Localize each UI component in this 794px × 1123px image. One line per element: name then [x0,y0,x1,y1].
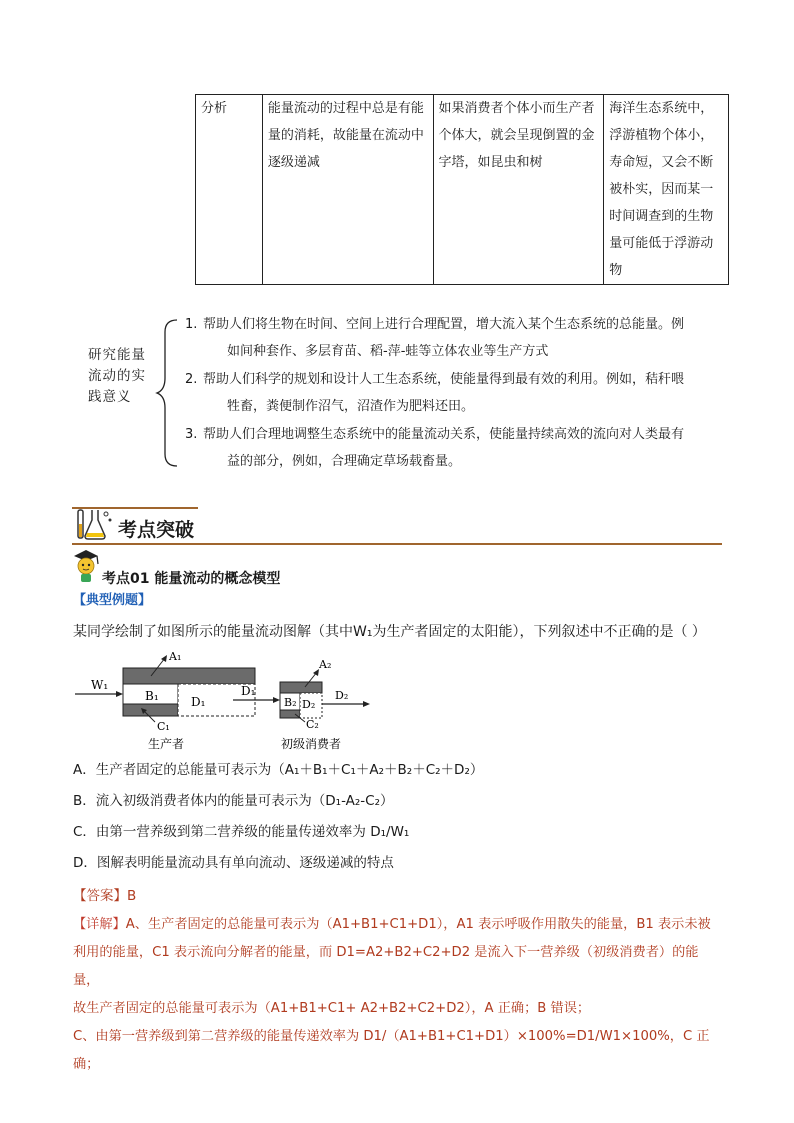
label-d1-arrow: D₁ [241,684,256,698]
table-cell: 海洋生态系统中，浮游植物个体小，寿命短，又会不断被朴实，因而某一时间调查到的生物量可能低于浮游动物 [604,95,729,285]
significance-item: 1. 帮助人们将生物在时间、空间上进行合理配置，增大流入某个生态系统的总能量。例 如间种套作、多层育苗、稻-萍-蛙等立体农业等生产方式 [185,317,685,359]
label-b1: B₁ [145,689,159,703]
label-a2: A₂ [319,658,332,671]
label-a1: A₁ [169,650,182,663]
flask-icon [72,506,114,542]
question-text: 某同学绘制了如图所示的能量流动图解（其中W₁为生产者固定的太阳能），下列叙述中不正确的是（ ） [73,624,706,640]
answer: 【答案】B [73,888,137,904]
label-b2: B₂ [284,696,297,709]
detail: 【详解】A、生产者固定的总能量可表示为（A1+B1+C1+D1），A1 表示呼吸作用散失的能量，B1 表示未被 利用的能量，C1 表示流向分解者的能量，而 D1=A2+B2+C2+D2 是流入下一营养级（初级消费者）的能量， 故生产者固定的总能量可表示为（A1+B1+C1+ A2+B2+C2+D2），A 正确；B 错误； C、由第一营养级到第二营养级的能量传递效率为 D1/（A1+B1+C1+D1）×100%=D1/W1×100%，C 正确； [73,911,723,1079]
option-d: D．图解表明能量流动具有单向流动、逐级递减的特点 [73,855,394,871]
energy-flow-diagram [73,648,373,754]
option-b: B．流入初级消费者体内的能量可表示为（D₁-A₂-C₂） [73,793,394,809]
curly-brace [155,318,185,468]
table-cell: 如果消费者个体小而生产者个体大，就会呈现倒置的金字塔，如昆虫和树 [433,95,604,285]
option-c: C．由第一营养级到第二营养级的能量传递效率为 D₁/W₁ [73,824,410,840]
table-cell: 能量流动的过程中总是有能量的消耗，故能量在流动中逐级递减 [262,95,433,285]
detail-line: 利用的能量，C1 表示流向分解者的能量，而 D1=A2+B2+C2+D2 是流入下一营养级（初级消费者）的能量， [73,945,699,988]
detail-label: 【详解】 [73,917,126,932]
significance-item: 2. 帮助人们科学的规划和设计人工生态系统，使能量得到最有效的利用。例如，秸秆喂 牲畜，粪便制作沼气，沼渣作为肥料还田。 [185,372,685,414]
caption-consumer: 初级消费者 [281,737,342,751]
detail-line: C、由第一营养级到第二营养级的能量传递效率为 D1/（A1+B1+C1+D1）×100%=D1/W1×100%，C 正确； [73,1029,710,1072]
example-tag: 【典型例题】 [73,593,152,608]
label-c1: C₁ [157,720,170,733]
mascot-icon [70,548,102,584]
label-w1: W₁ [91,678,109,692]
significance-label: 研究能量流动的实践意义 [88,347,146,405]
label-d1: D₁ [191,695,206,709]
point-title: 考点01 能量流动的概念模型 [102,571,281,587]
section-title: 考点突破 [118,519,195,541]
label-c2: C₂ [306,718,319,731]
option-a: A．生产者固定的总能量可表示为（A₁＋B₁＋C₁＋A₂＋B₂＋C₂＋D₂） [73,762,484,778]
row-label: 分析 [196,95,263,285]
table-row [196,95,729,285]
caption-producer: 生产者 [148,737,185,751]
section-rule [72,543,722,545]
significance-item: 3. 帮助人们合理地调整生态系统中的能量流动关系，使能量持续高效的流向对人类最有 益的部分，例如，合理确定草场载畜量。 [185,427,685,469]
detail-line: 故生产者固定的总能量可表示为（A1+B1+C1+ A2+B2+C2+D2），A 正确；B 错误； [73,1001,591,1016]
label-d2-arrow: D₂ [335,689,349,702]
label-d2: D₂ [302,698,316,711]
analysis-table [195,94,729,285]
